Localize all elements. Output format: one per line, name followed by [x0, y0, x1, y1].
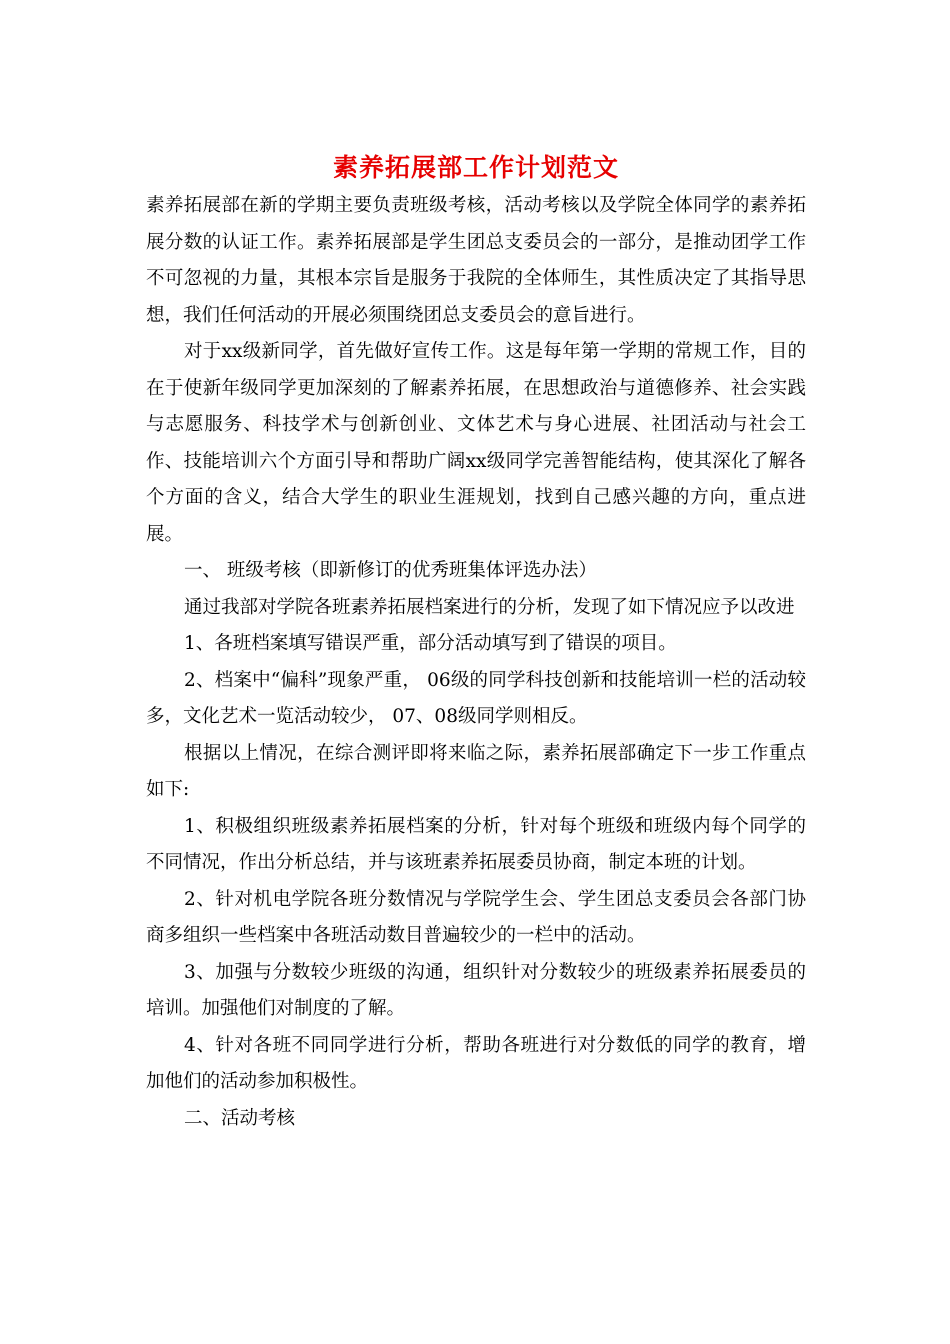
list-item-plan-4: 4、针对各班不同同学进行分析，帮助各班进行对分数低的同学的教育，增加他们的活动参加积极性。 — [146, 1034, 806, 1092]
section-heading-class-assessment: 一、 班级考核（即新修订的优秀班集体评选办法） — [184, 560, 597, 581]
list-item-plan-3: 3、加强与分数较少班级的沟通，组织针对分数较少的班级素养拓展委员的培训。加强他们对制度的了解。 — [146, 961, 806, 1019]
list-item-issue-2: 2、档案中“偏科”现象严重， 06级的同学科技创新和技能培训一栏的活动较多，文化艺术一览活动较少， 07、08级同学则相反。 — [146, 669, 806, 727]
document-page — [146, 148, 806, 1137]
paragraph-focus: 根据以上情况，在综合测评即将来临之际，素养拓展部确定下一步工作重点如下: — [146, 742, 806, 800]
document-title: 素养拓展部工作计划范文 — [332, 153, 619, 182]
list-item-plan-1: 1、积极组织班级素养拓展档案的分析，针对每个班级和班级内每个同学的不同情况，作出分析总结，并与该班素养拓展委员协商，制定本班的计划。 — [146, 815, 806, 873]
paragraph-new-students: 对于xx级新同学，首先做好宣传工作。这是每年第一学期的常规工作，目的在于使新年级同学更加深刻的了解素养拓展，在思想政治与道德修养、社会实践与志愿服务、科技学术与创新创业、文体艺术与身心进展、社团活动与社会工作、技能培训六个方面引导和帮助广阔xx级同学完善智能结构，使其深化了解各个方面的含义，结合大学生的职业生涯规划，找到自己感兴趣的方向，重点进展。 — [146, 341, 806, 545]
list-item-plan-2: 2、针对机电学院各班分数情况与学院学生会、学生团总支委员会各部门协商多组织一些档案中各班活动数目普遍较少的一栏中的活动。 — [146, 888, 806, 946]
list-item-issue-1: 1、各班档案填写错误严重，部分活动填写到了错误的项目。 — [184, 633, 677, 654]
section-heading-activity-assessment: 二、活动考核 — [184, 1107, 296, 1129]
paragraph-analysis: 通过我部对学院各班素养拓展档案进行的分析，发现了如下情况应予以改进 — [184, 596, 795, 618]
paragraph-intro: 素养拓展部在新的学期主要负责班级考核，活动考核以及学院全体同学的素养拓展分数的认证工作。素养拓展部是学生团总支委员会的一部分，是推动团学工作不可忽视的力量，其根本宗旨是服务于我院的全体师生，其性质决定了其指导思想，我们任何活动的开展必须围绕团总支委员会的意旨进行。 — [146, 195, 806, 326]
